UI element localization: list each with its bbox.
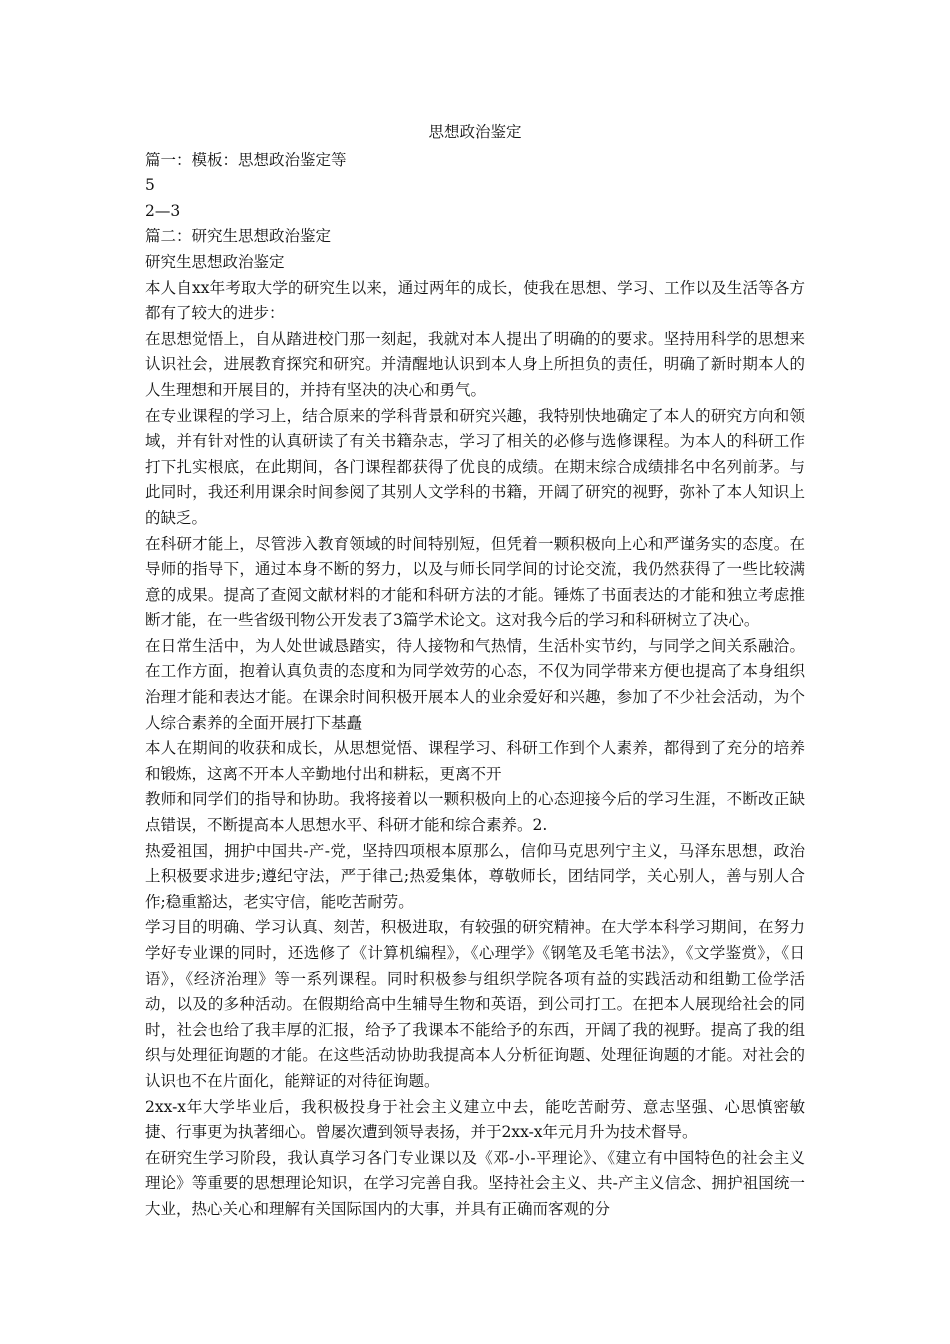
paragraph-1: 本人自xx年考取大学的研究生以来，通过两年的成长，使我在思想、学习、工作以及生活等各方都有了较大的进步： [145,278,805,323]
document-title: 思想政治鉴定 [428,123,522,141]
paragraph-4: 在科研才能上，尽管涉入教育领域的时间特别短，但凭着一颗积极向上心和严谨务实的态度。在导师的指导下，通过本身不断的努力，以及与师长同学间的讨论交流，我仍然获得了一些比较满意的成果。提高了查阅文献材料的才能和科研方法的才能。锤炼了书面表达的才能和独立考虑推断才能，在一些省级刊物公开发表了3篇学术论文。这对我今后的学习和科研树立了决心。 [145,534,805,630]
section-line-3: 2—3 [145,201,181,220]
section-line-5: 研究生思想政治鉴定 [145,252,285,271]
paragraph-8: 热爱祖国，拥护中国共-产-党，坚持四项根本原那么，信仰马克思列宁主义，马泽东思想，政治上积极要求进步;遵纪守法，严于律己;热爱集体，尊敬师长，团结同学，关心别人，善与别人合作;稳重豁达，老实守信，能吃苦耐劳。 [145,841,805,911]
paragraph-6: 本人在期间的收获和成长，从思想觉悟、课程学习、科研工作到个人素养，都得到了充分的培养和锻炼，这离不开本人辛勤地付出和耕耘，更离不开 [145,739,805,783]
paragraph-10: 2xx-x年大学毕业后，我积极投身于社会主义建立中去，能吃苦耐劳、意志坚强、心思慎密敏捷、行事更为执著细心。曾屡次遭到领导表扬，并于2xx-x年元月升为技术督导。 [145,1097,805,1142]
section-line-1: 篇一：模板：思想政治鉴定等 [145,150,347,169]
paragraph-3: 在专业课程的学习上，结合原来的学科背景和研究兴趣，我特别快地确定了本人的研究方向和领域，并有针对性的认真研读了有关书籍杂志，学习了相关的必修与选修课程。为本人的科研工作打下扎实根底，在此期间，各门课程都获得了优良的成绩。在期末综合成绩排名中名列前茅。与此同时，我还利用课余时间参阅了其别人文学科的书籍，开阔了研究的视野，弥补了本人知识上的缺乏。 [145,406,805,527]
paragraph-7: 教师和同学们的指导和协助。我将接着以一颗积极向上的心态迎接今后的学习生涯，不断改正缺点错误，不断提高本人思想水平、科研才能和综合素养。2. [145,790,805,835]
section-line-4: 篇二：研究生思想政治鉴定 [145,227,332,246]
document-body [145,120,805,1223]
paragraph-9: 学习目的明确、学习认真、刻苦，积极进取，有较强的研究精神。在大学本科学习期间，在努力学好专业课的同时，还选修了《计算机编程》，《心理学》《钢笔及毛笔书法》，《文学鉴赏》，《日语》，《经济治理》等一系列课程。同时积极参与组织学院各项有益的实践活动和组勤工俭学活动，以及的多种活动。在假期给高中生辅导生物和英语，到公司打工。在把本人展现给社会的同时，社会也给了我丰厚的汇报，给予了我课本不能给予的东西，开阔了我的视野。提高了我的组织与处理征询题的才能。在这些活动协助我提高本人分析征询题、处理征询题的才能。对社会的认识也不在片面化，能辩证的对待征询题。 [145,918,805,1090]
paragraph-2: 在思想觉悟上，自从踏进校门那一刻起，我就对本人提出了明确的的要求。坚持用科学的思想来认识社会，进展教育探究和研究。并清醒地认识到本人身上所担负的责任，明确了新时期本人的人生理想和开展目的，并持有坚决的决心和勇气。 [145,329,805,399]
paragraph-11: 在研究生学习阶段，我认真学习各门专业课以及《邓-小-平理论》、《建立有中国特色的社会主义理论》等重要的思想理论知识，在学习完善自我。坚持社会主义、共-产主义信念、拥护祖国统一大业，热心关心和理解有关国际国内的大事，并具有正确而客观的分 [145,1148,805,1218]
paragraph-5: 在日常生活中，为人处世诚恳踏实，待人接物和气热情，生活朴实节约，与同学之间关系融洽。在工作方面，抱着认真负责的态度和为同学效劳的心态，不仅为同学带来方便也提高了本身组织治理才能和表达才能。在课余时间积极开展本人的业余爱好和兴趣，参加了不少社会活动，为个人综合素养的全面开展打下基矗 [145,636,805,732]
section-line-2: 5 [145,176,155,195]
